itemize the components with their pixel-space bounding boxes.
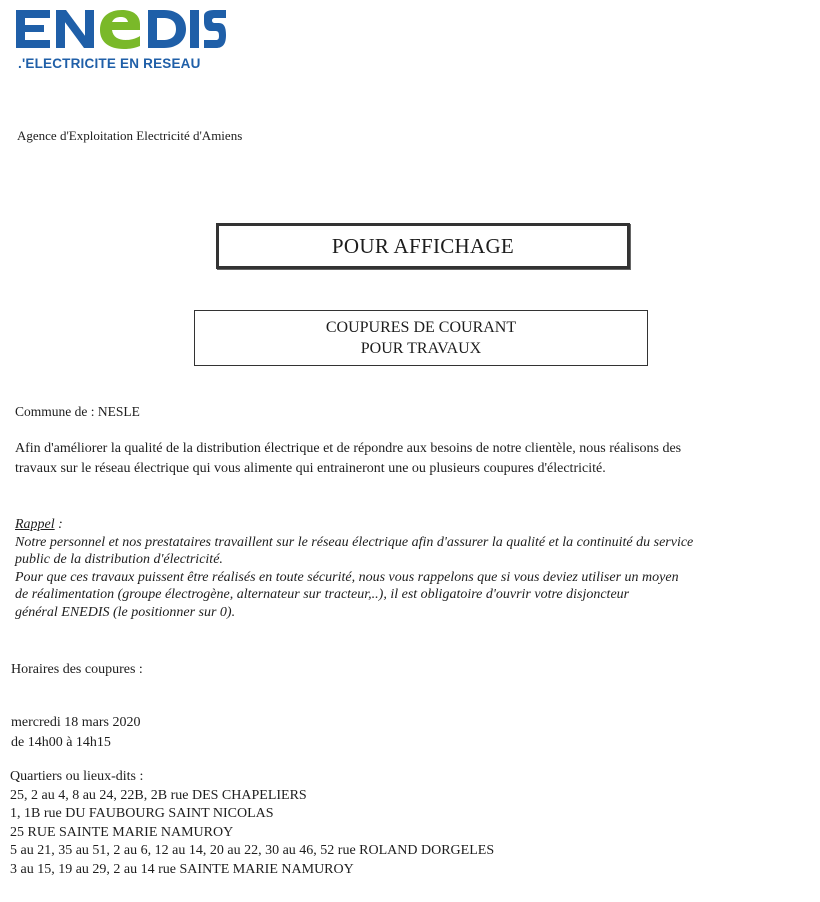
- quartier-item: 25, 2 au 4, 8 au 24, 22B, 2B rue DES CHAPELIERS: [10, 787, 307, 803]
- intro-line: travaux sur le réseau électrique qui vous alimente qui entraineront une ou plusieurs coupures d'électricité.: [15, 461, 606, 476]
- notice-title: POUR AFFICHAGE: [331, 233, 515, 258]
- notice-title-box: [216, 223, 630, 269]
- quartiers-label: Quartiers ou lieux-dits :: [10, 769, 144, 784]
- rappel-title-suffix: :: [54, 517, 63, 532]
- notice-subtitle-line1: COUPURES DE COURANT: [325, 319, 517, 336]
- intro-line: Afin d'améliorer la qualité de la distribution électrique et de répondre aux besoins de notre clientèle, nous réalisons des: [15, 441, 682, 456]
- quartiers-section: [10, 768, 494, 879]
- schedule-label: Horaires des coupures :: [11, 662, 143, 677]
- enedis-logo-mark: [16, 6, 226, 54]
- enedis-logo: [16, 6, 226, 76]
- commune-label: Commune de : NESLE: [15, 404, 140, 419]
- rappel-line: public de la distribution d'électricité.: [15, 552, 223, 567]
- logo-tagline: .'ELECTRICITE EN RESEAU: [18, 56, 201, 71]
- notice-subtitle-box: [194, 310, 648, 366]
- rappel-line: de réalimentation (groupe électrogène, alternateur sur tracteur,..), il est obligatoire d'ouvrir votre disjoncteur: [15, 587, 630, 602]
- schedule-block: [11, 713, 140, 753]
- agency-name: Agence d'Exploitation Electricité d'Amiens: [17, 128, 243, 143]
- rappel-heading: [15, 516, 815, 534]
- quartier-item: 25 RUE SAINTE MARIE NAMUROY: [10, 824, 234, 840]
- schedule-date: mercredi 18 mars 2020: [11, 715, 141, 730]
- quartier-item: 1, 1B rue DU FAUBOURG SAINT NICOLAS: [10, 806, 274, 821]
- quartier-item: 5 au 21, 35 au 51, 2 au 6, 12 au 14, 20 au 22, 30 au 46, 52 rue ROLAND DORGELES: [10, 843, 495, 858]
- notice-subtitle-line2: POUR TRAVAUX: [360, 340, 482, 357]
- schedule-time: de 14h00 à 14h15: [11, 735, 111, 750]
- rappel-title: Rappel: [15, 517, 55, 532]
- rappel-line: Notre personnel et nos prestataires travaillent sur le réseau électrique afin d'assurer la qualité et la continuité du service: [15, 534, 694, 550]
- quartier-item: 3 au 15, 19 au 29, 2 au 14 rue SAINTE MARIE NAMUROY: [10, 861, 354, 877]
- rappel-line: général ENEDIS (le positionner sur 0).: [15, 604, 236, 620]
- rappel-line: Pour que ces travaux puissent être réalisés en toute sécurité, nous vous rappelons que si vous deviez utiliser un moyen: [15, 569, 679, 585]
- rappel-section: [15, 516, 815, 621]
- intro-paragraph: [15, 439, 815, 479]
